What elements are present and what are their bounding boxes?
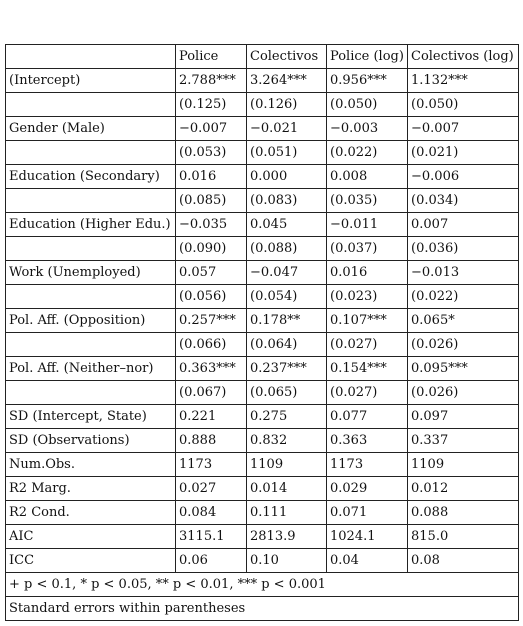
- row-label: [6, 93, 176, 117]
- row-label: Num.Obs.: [6, 453, 176, 477]
- table-row: [6, 213, 519, 237]
- note-row: [6, 597, 519, 621]
- table-cell: 0.04: [327, 549, 408, 573]
- table-row: [6, 93, 519, 117]
- table-cell: 0.088: [408, 501, 519, 525]
- table-cell: 0.016: [327, 261, 408, 285]
- table-cell: −0.007: [176, 117, 247, 141]
- row-label: [6, 333, 176, 357]
- table-row: [6, 309, 519, 333]
- table-cell: 1173: [176, 453, 247, 477]
- table-cell: (0.026): [408, 333, 519, 357]
- table-cell: (0.035): [327, 189, 408, 213]
- table-cell: 0.045: [247, 213, 327, 237]
- table-cell: 0.06: [176, 549, 247, 573]
- table-cell: 0.077: [327, 405, 408, 429]
- table-cell: 2813.9: [247, 525, 327, 549]
- table-cell: −0.007: [408, 117, 519, 141]
- table-row: [6, 165, 519, 189]
- table-cell: (0.126): [247, 93, 327, 117]
- header-cell-police: Police: [176, 45, 247, 69]
- table-cell: (0.027): [327, 333, 408, 357]
- table-cell: 3115.1: [176, 525, 247, 549]
- significance-note: + p < 0.1, * p < 0.05, ** p < 0.01, *** p < 0.001: [6, 573, 519, 597]
- table-cell: 0.084: [176, 501, 247, 525]
- row-label: AIC: [6, 525, 176, 549]
- table-row: [6, 69, 519, 93]
- table-row: [6, 285, 519, 309]
- table-cell: 0.000: [247, 165, 327, 189]
- table-cell: 1024.1: [327, 525, 408, 549]
- note-row: [6, 573, 519, 597]
- table-cell: (0.067): [176, 381, 247, 405]
- table-cell: (0.050): [327, 93, 408, 117]
- table-cell: (0.125): [176, 93, 247, 117]
- table-cell: (0.023): [327, 285, 408, 309]
- table-cell: 0.10: [247, 549, 327, 573]
- table-cell: (0.051): [247, 141, 327, 165]
- table-cell: (0.085): [176, 189, 247, 213]
- table-row: [6, 141, 519, 165]
- table-cell: (0.054): [247, 285, 327, 309]
- table-cell: −0.003: [327, 117, 408, 141]
- table-cell: (0.083): [247, 189, 327, 213]
- header-cell-blank: [6, 45, 176, 69]
- header-cell-colectivos-log: Colectivos (log): [408, 45, 519, 69]
- table-cell: 0.027: [176, 477, 247, 501]
- table-cell: 0.08: [408, 549, 519, 573]
- table-cell: 0.832: [247, 429, 327, 453]
- table-row: [6, 333, 519, 357]
- table-cell: 0.111: [247, 501, 327, 525]
- table-cell: 2.788***: [176, 69, 247, 93]
- table-row: [6, 237, 519, 261]
- row-label: SD (Intercept, State): [6, 405, 176, 429]
- table-row: [6, 477, 519, 501]
- table-cell: (0.050): [408, 93, 519, 117]
- table-cell: 0.107***: [327, 309, 408, 333]
- row-label: R2 Cond.: [6, 501, 176, 525]
- table-cell: (0.065): [247, 381, 327, 405]
- header-cell-police-log: Police (log): [327, 45, 408, 69]
- table-cell: 1.132***: [408, 69, 519, 93]
- table-row: [6, 117, 519, 141]
- table-cell: (0.036): [408, 237, 519, 261]
- table-cell: −0.013: [408, 261, 519, 285]
- row-label: Pol. Aff. (Neither–nor): [6, 357, 176, 381]
- row-label: Gender (Male): [6, 117, 176, 141]
- table-cell: −0.047: [247, 261, 327, 285]
- table-notes: [6, 573, 519, 621]
- table-cell: 0.154***: [327, 357, 408, 381]
- table-cell: (0.066): [176, 333, 247, 357]
- table-cell: −0.011: [327, 213, 408, 237]
- table-cell: 0.065*: [408, 309, 519, 333]
- table-cell: (0.064): [247, 333, 327, 357]
- table-cell: 0.008: [327, 165, 408, 189]
- standard-errors-note: Standard errors within parentheses: [6, 597, 519, 621]
- row-label: Pol. Aff. (Opposition): [6, 309, 176, 333]
- table-cell: 0.071: [327, 501, 408, 525]
- regression-table: [5, 44, 519, 621]
- table-cell: (0.022): [408, 285, 519, 309]
- table-cell: (0.088): [247, 237, 327, 261]
- table-row: [6, 453, 519, 477]
- table-cell: 0.012: [408, 477, 519, 501]
- table-cell: 0.057: [176, 261, 247, 285]
- table-cell: 815.0: [408, 525, 519, 549]
- table-cell: 0.097: [408, 405, 519, 429]
- table-row: [6, 549, 519, 573]
- row-label: SD (Observations): [6, 429, 176, 453]
- row-label: (Intercept): [6, 69, 176, 93]
- table-row: [6, 501, 519, 525]
- table-cell: 0.237***: [247, 357, 327, 381]
- table-header: [6, 45, 519, 69]
- table-cell: (0.053): [176, 141, 247, 165]
- table-body: [6, 69, 519, 573]
- table-cell: −0.006: [408, 165, 519, 189]
- row-label: Education (Secondary): [6, 165, 176, 189]
- table-row: [6, 525, 519, 549]
- table-cell: (0.037): [327, 237, 408, 261]
- table-cell: 0.257***: [176, 309, 247, 333]
- header-cell-colectivos: Colectivos: [247, 45, 327, 69]
- table-cell: −0.021: [247, 117, 327, 141]
- row-label: [6, 285, 176, 309]
- table-cell: 0.014: [247, 477, 327, 501]
- table-cell: 0.029: [327, 477, 408, 501]
- row-label: [6, 237, 176, 261]
- header-row: [6, 45, 519, 69]
- table-cell: 0.095***: [408, 357, 519, 381]
- table-cell: (0.027): [327, 381, 408, 405]
- table-row: [6, 381, 519, 405]
- row-label: [6, 141, 176, 165]
- table-cell: (0.056): [176, 285, 247, 309]
- table-row: [6, 429, 519, 453]
- table-cell: 0.337: [408, 429, 519, 453]
- table-cell: 0.221: [176, 405, 247, 429]
- table-cell: 0.275: [247, 405, 327, 429]
- table-cell: 1109: [247, 453, 327, 477]
- table-cell: 0.007: [408, 213, 519, 237]
- table-cell: 0.363: [327, 429, 408, 453]
- row-label: Education (Higher Edu.): [6, 213, 176, 237]
- table-row: [6, 357, 519, 381]
- row-label: [6, 381, 176, 405]
- table-cell: 0.016: [176, 165, 247, 189]
- table-row: [6, 261, 519, 285]
- table-cell: (0.026): [408, 381, 519, 405]
- table-cell: (0.022): [327, 141, 408, 165]
- table-cell: (0.090): [176, 237, 247, 261]
- table-cell: (0.034): [408, 189, 519, 213]
- table-cell: (0.021): [408, 141, 519, 165]
- table-cell: 1173: [327, 453, 408, 477]
- row-label: [6, 189, 176, 213]
- row-label: Work (Unemployed): [6, 261, 176, 285]
- row-label: ICC: [6, 549, 176, 573]
- table-cell: −0.035: [176, 213, 247, 237]
- table-cell: 1109: [408, 453, 519, 477]
- table-cell: 0.363***: [176, 357, 247, 381]
- table-row: [6, 405, 519, 429]
- table-row: [6, 189, 519, 213]
- table-cell: 0.178**: [247, 309, 327, 333]
- table-cell: 0.956***: [327, 69, 408, 93]
- table-cell: 3.264***: [247, 69, 327, 93]
- row-label: R2 Marg.: [6, 477, 176, 501]
- table-cell: 0.888: [176, 429, 247, 453]
